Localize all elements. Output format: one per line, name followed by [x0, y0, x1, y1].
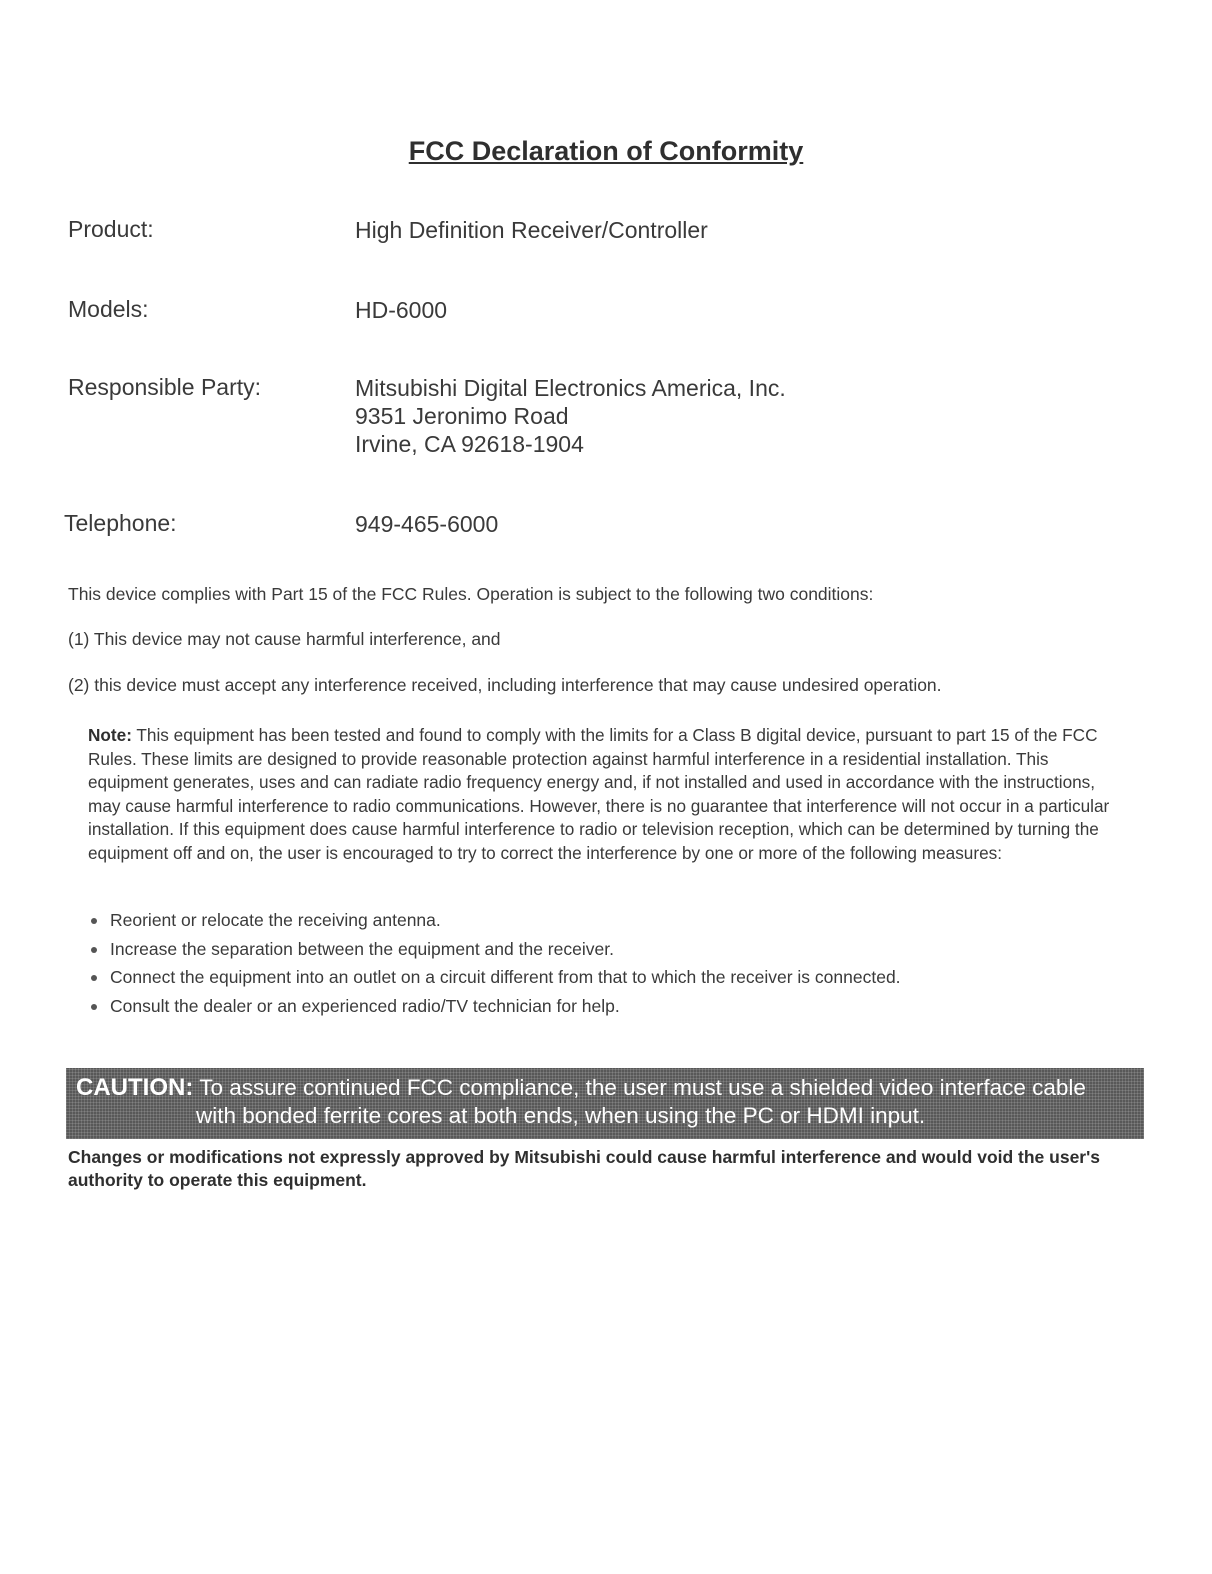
condition-2: (2) this device must accept any interference received, including interference that may cause undesired operation.: [68, 675, 942, 695]
page-title: FCC Declaration of Conformity: [408, 136, 804, 166]
responsible-party-address: [355, 374, 786, 458]
models-label: Models:: [68, 296, 149, 322]
compliance-intro: This device complies with Part 15 of the FCC Rules. Operation is subject to the following two conditions:: [68, 584, 874, 604]
responsible-party-street: 9351 Jeronimo Road: [355, 403, 569, 429]
caution-text-1: To assure continued FCC compliance, the user must use a shielded video interface cable: [199, 1075, 1086, 1100]
list-item: Connect the equipment into an outlet on a circuit different from that to which the receiver is connected.: [88, 963, 1128, 992]
note-text: This equipment has been tested and found to comply with the limits for a Class B digital device, pursuant to part 15 of the FCC Rules. These limits are designed to provide reasonable protection against harmful interference in a residential installation. This equipment generates, uses and can radiate radio frequency energy and, if not installed and used in accordance with the instructions, may cause harmful interference to radio communications. However, there is no guarantee that interference will not occur in a particular installation. If this equipment does cause harmful interference to radio or television reception, which can be determined by turning the equipment off and on, the user is encouraged to try to correct the interference by one or more of the following measures:: [88, 725, 1110, 863]
list-item: Increase the separation between the equipment and the receiver.: [88, 935, 1128, 964]
note-label: Note:: [88, 725, 132, 745]
caution-line-1: [76, 1074, 1144, 1102]
telephone-label: Telephone:: [64, 510, 177, 536]
caution-label: CAUTION:: [76, 1074, 194, 1101]
caution-line-2: with bonded ferrite cores at both ends, when using the PC or HDMI input.: [196, 1103, 926, 1128]
measures-list: [88, 906, 1128, 1020]
responsible-party-city: Irvine, CA 92618-1904: [355, 431, 584, 457]
condition-1: (1) This device may not cause harmful interference, and: [68, 629, 501, 649]
product-value: High Definition Receiver/Controller: [355, 217, 708, 243]
responsible-party-company: Mitsubishi Digital Electronics America, Inc.: [355, 375, 786, 401]
responsible-party-label: Responsible Party:: [68, 374, 262, 400]
models-value: HD-6000: [355, 297, 448, 323]
list-item: Reorient or relocate the receiving antenna.: [88, 906, 1128, 935]
caution-banner: [66, 1068, 1144, 1139]
product-label: Product:: [68, 216, 154, 242]
list-item: Consult the dealer or an experienced radio/TV technician for help.: [88, 992, 1128, 1021]
changes-notice: Changes or modifications not expressly approved by Mitsubishi could cause harmful interference and would void the user's authority to operate this equipment.: [68, 1147, 1101, 1190]
telephone-value: 949-465-6000: [355, 511, 499, 537]
note-paragraph: [88, 724, 1128, 866]
